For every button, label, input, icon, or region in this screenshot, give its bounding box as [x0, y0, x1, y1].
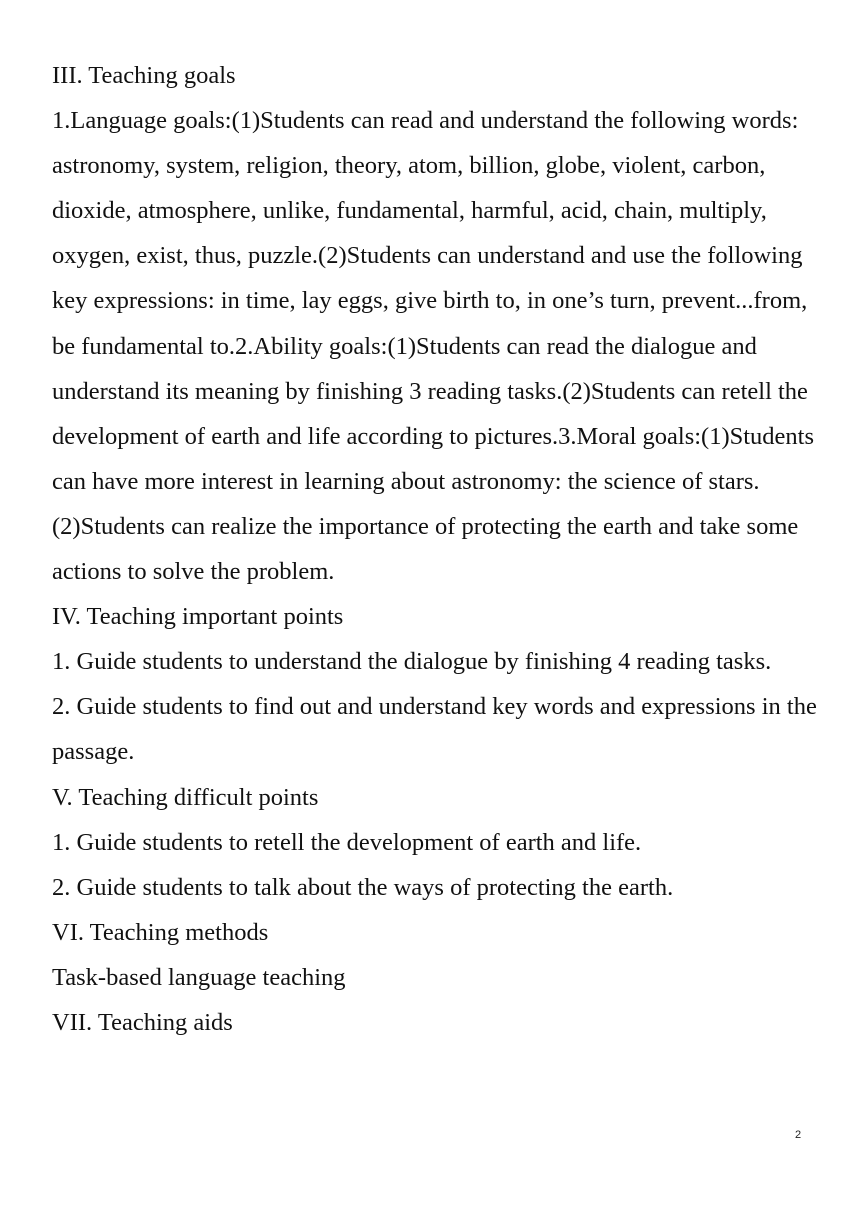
page-number: 2: [795, 1129, 802, 1141]
important-point-1: 1. Guide students to understand the dialogue by finishing 4 reading tasks.: [52, 648, 772, 676]
heading-important-points: IV. Teaching important points: [52, 603, 344, 631]
teaching-method-text: Task-based language teaching: [52, 963, 346, 991]
difficult-point-2: 2. Guide students to talk about the ways of protecting the earth.: [52, 873, 674, 901]
heading-teaching-aids: VII. Teaching aids: [52, 1008, 233, 1036]
difficult-point-1: 1. Guide students to retell the development of earth and life.: [52, 828, 642, 856]
heading-difficult-points: V. Teaching difficult points: [52, 783, 319, 811]
heading-teaching-methods: VI. Teaching methods: [52, 918, 269, 946]
important-point-2: 2. Guide students to find out and understand key words and expressions in the passage.: [52, 693, 817, 766]
document-body: [52, 53, 822, 1045]
heading-teaching-goals: III. Teaching goals: [52, 62, 236, 89]
teaching-goals-text: 1.Language goals:(1)Students can read and understand the following words: astronomy, system, religion, theory, atom, billion, globe, violent, carbon, dioxide, atmosphere, unlike, fundamental, harmful, acid, chain, multiply, oxygen, exist, thus, puzzle.(2)Students can understand and use the following key expressions: in time, lay eggs, give birth to, in one’s turn, prevent...from, be fundamental to.2.Ability goals:(1)Students can read the dialogue and understand its meaning by finishing 3 reading tasks.(2)Students can retell the development of earth and life according to pictures.3.Moral goals:(1)Students can have more interest in learning about astronomy: the science of stars.(2)Students can realize the importance of protecting the earth and take some actions to solve the problem.: [52, 107, 815, 586]
